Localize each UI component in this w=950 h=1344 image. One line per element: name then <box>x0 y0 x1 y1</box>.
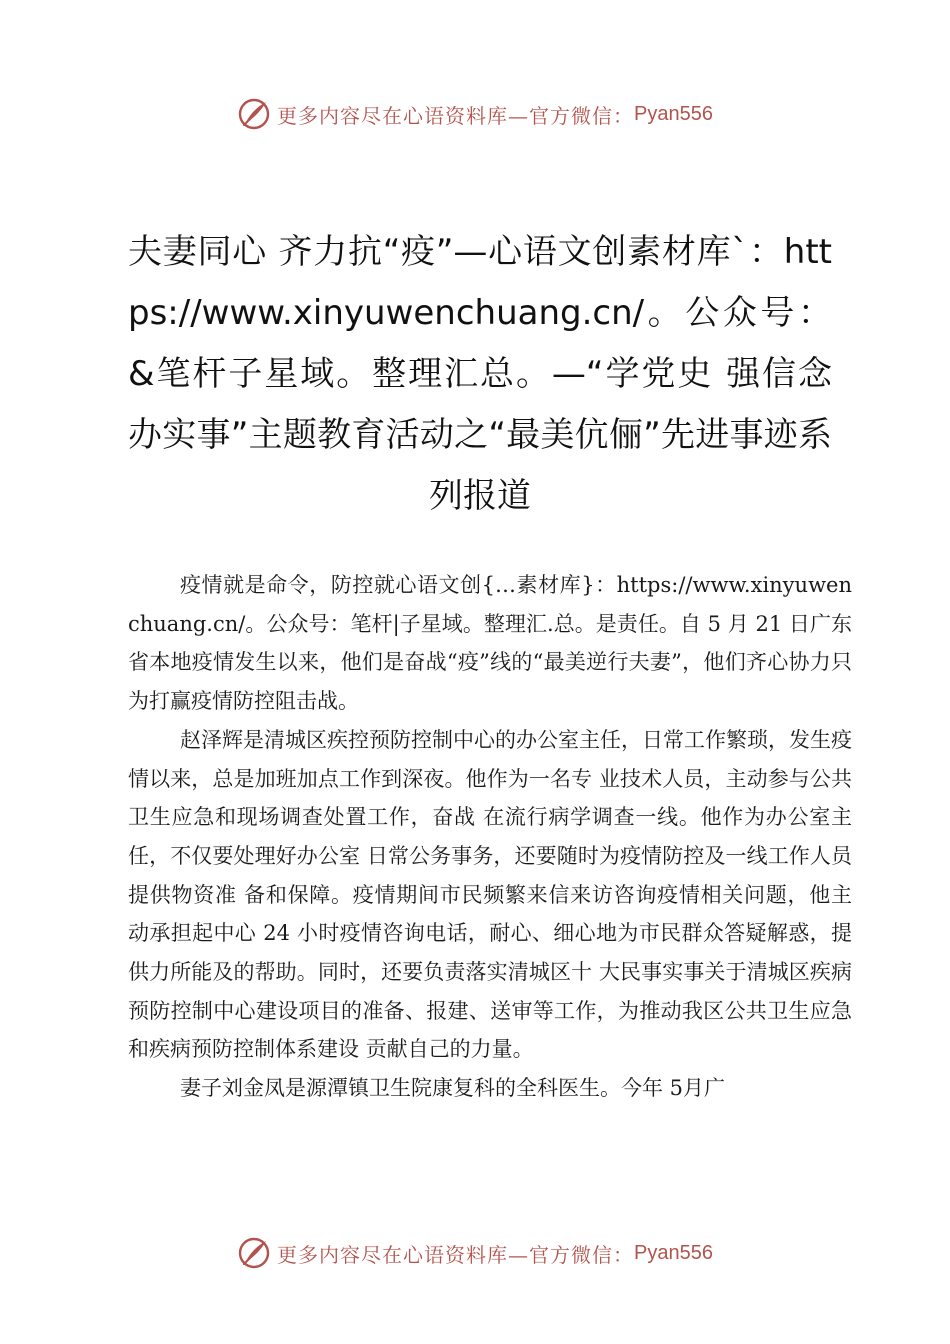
wechat-id: Pyan556 <box>634 1241 713 1264</box>
document-title: 夫妻同心 齐力抗“疫”—心语文创素材库`：https://www.xinyuwenchuang.cn/。公众号：&笔杆子星域。整理汇总。—“学党史 强信念 办实事”主题教育活动之“最美伉俪”先进事迹系列报道 <box>128 232 832 516</box>
quill-logo-icon <box>237 97 271 131</box>
paragraph: 妻子刘金凤是源潭镇卫生院康复科的全科医生。今年 5月广 <box>180 1076 726 1101</box>
article-body <box>128 566 852 1108</box>
wechat-id: Pyan556 <box>634 102 713 125</box>
banner-text: 更多内容尽在心语资料库—官方微信： <box>277 1242 635 1267</box>
banner-text: 更多内容尽在心语资料库—官方微信： <box>277 103 635 128</box>
header-banner <box>0 94 950 134</box>
quill-logo-icon <box>237 1236 271 1270</box>
paragraph: 赵泽辉是清城区疾控预防控制中心的办公室主任，日常工作繁琐，发生疫情以来，总是加班加点工作到深夜。他作为一名专 业技术人员，主动参与公共卫生应急和现场调查处置工作，奋战 在流行病学调查一线。他作为办公室主任，不仅要处理好办公室 日常公务事务，还要随时为疫情防控及一线工作人员提供物资准 备和保障。疫情期间市民频繁来信来访咨询疫情相关问题，他主 动承担起中心 24 小时疫情咨询电话，耐心、细心地为市民群众答疑解惑，提供力所能及的帮助。同时，还要负责落实清城区十 大民事实事关于清城区疾病预防控制中心建设项目的准备、报建、送审等工作，为推动我区公共卫生应急和疾病预防控制体系建设 贡献自己的力量。 <box>128 727 852 1062</box>
footer-banner <box>0 1233 950 1273</box>
paragraph: 疫情就是命令，防控就心语文创{…素材库}：https://www.xinyuwenchuang.cn/。公众号：笔杆|子星域。整理汇.总。是责任。自 5 月 21 日广东省本地疫情发生以来，他们是奋战“疫”线的“最美逆行夫妻”，他们齐心协力只为打赢疫情防控阻击战。 <box>128 573 852 714</box>
